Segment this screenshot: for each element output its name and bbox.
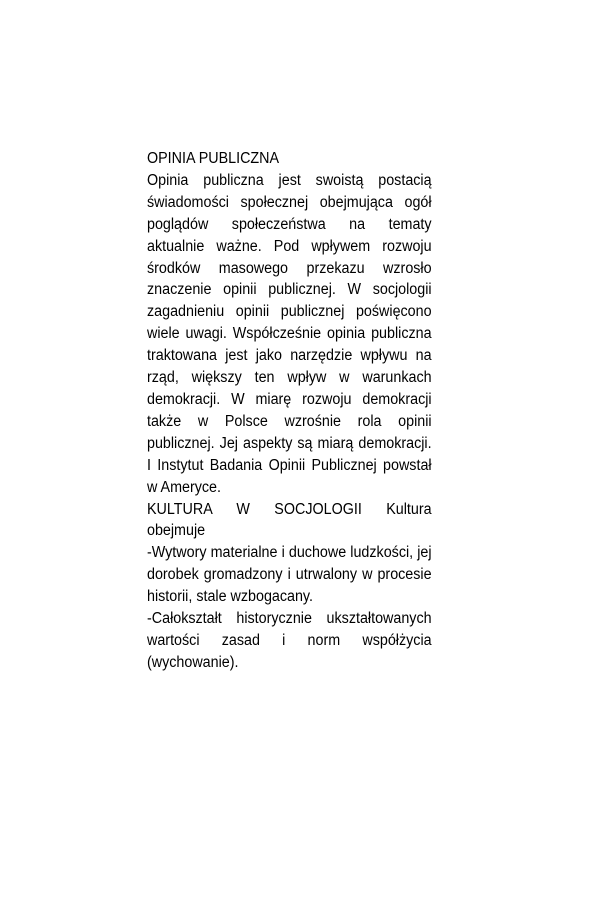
list-item-wytwory: -Wytwory materialne i duchowe ludzkości, jej dorobek gromadzony i utrwalony w procesie historii, stale wzbogacany. [147, 544, 432, 606]
section-heading-kultura: KULTURA W SOCJOLOGII Kultura [147, 500, 432, 518]
section-heading-kultura-continuation: obejmuje [147, 522, 206, 540]
paragraph-opinia-publiczna: Opinia publiczna jest swoistą postacią świadomości społecznej obejmująca ogół poglądów społeczeństwa na tematy aktualnie ważne. Pod wpływem rozwoju środków masowego przekazu wzrosło znaczenie opinii publicznej. W socjologii zagadnieniu opinii publicznej poświęcono wiele uwagi. Współcześnie opinia publiczna traktowana jest jako narzędzie wpływu na rząd, większy ten wpływ w warunkach demokracji. W miarę rozwoju demokracji także w Polsce wzrośnie rola opinii publicznej. Jej aspekty są miarą demokracji. I Instytut Badania Opinii Publicznej powstał w Ameryce. [147, 171, 432, 496]
text-column [147, 148, 432, 674]
list-item-calokształt: -Całokształt historycznie ukształtowanych wartości zasad i norm współżycia (wychowanie). [147, 610, 432, 671]
section-title-opinia: OPINIA PUBLICZNA [147, 150, 280, 167]
